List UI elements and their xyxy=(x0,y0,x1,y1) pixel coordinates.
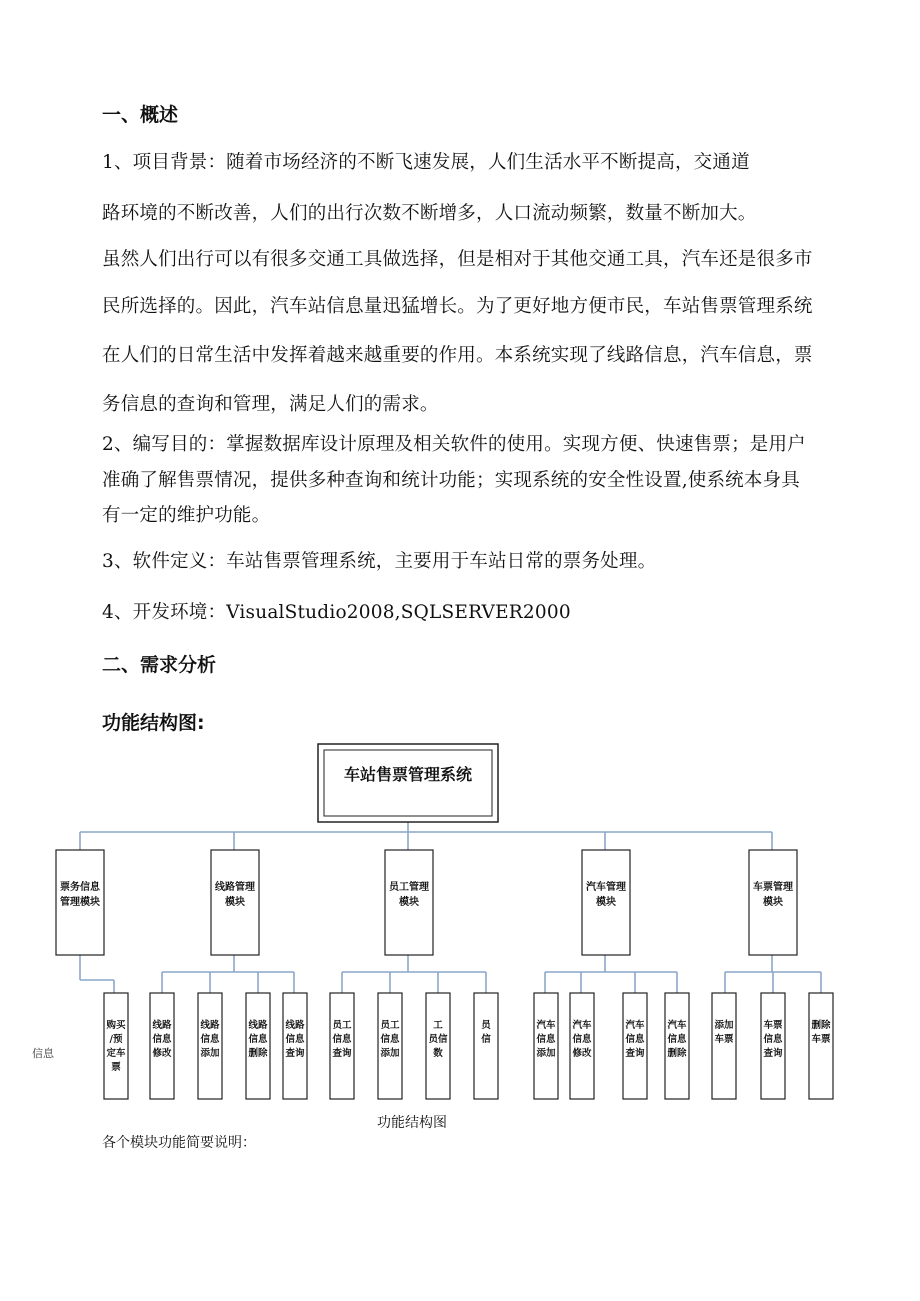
function-node-label: 信息 xyxy=(667,1034,687,1045)
function-node-label: 信息 xyxy=(248,1034,268,1045)
function-node-label: 信息 xyxy=(625,1034,645,1045)
function-node-label: 修改 xyxy=(572,1048,592,1059)
function-node-label: 删除 xyxy=(811,1020,831,1031)
module-node-label: 车票管理 xyxy=(753,882,793,893)
function-node-label: 员工 xyxy=(380,1020,400,1031)
module-node-label: 模块 xyxy=(763,897,783,908)
paragraph-line: 1、项目背景：随着市场经济的不断飞速发展，人们生活水平不断提高，交通道 xyxy=(102,152,750,173)
module-node-label: 汽车管理 xyxy=(586,882,626,893)
paragraph-line: 在人们的日常生活中发挥着越来越重要的作用。本系统实现了线路信息，汽车信息，票 xyxy=(102,345,813,366)
function-node-label: 添加 xyxy=(380,1048,400,1059)
function-node-label: 信息 xyxy=(380,1034,400,1045)
function-node xyxy=(150,993,174,1099)
module-node xyxy=(211,850,259,955)
paragraph-line: 4、开发环境：VisualStudio2008,SQLSERVER2000 xyxy=(102,602,571,623)
root-node-label: 车站售票管理系统 xyxy=(343,765,473,784)
paragraph-line: 3、软件定义：车站售票管理系统，主要用于车站日常的票务处理。 xyxy=(102,551,657,572)
function-node-label: 信 xyxy=(481,1034,491,1045)
paragraph-line: 民所选择的。因此，汽车站信息量迅猛增长。为了更好地方便市民，车站售票管理系统 xyxy=(102,296,813,317)
module-node xyxy=(749,850,797,955)
function-node-label: 添加 xyxy=(536,1048,556,1059)
diagram-caption: 功能结构图 xyxy=(377,1115,447,1131)
paragraph-line: 准确了解售票情况，提供多种查询和统计功能；实现系统的安全性设置,使系统本身具 xyxy=(102,470,800,491)
paragraph-line: 虽然人们出行可以有很多交通工具做选择，但是相对于其他交通工具，汽车还是很多市 xyxy=(102,249,813,270)
module-node xyxy=(56,850,104,955)
overview-heading: 一、概述 xyxy=(102,104,179,126)
paragraph-line: 有一定的维护功能。 xyxy=(102,505,271,526)
module-node xyxy=(582,850,630,955)
paragraph-line: 路环境的不断改善，人们的出行次数不断增多，人口流动频繁，数量不断加大。 xyxy=(102,203,757,224)
function-node-label: 信息 xyxy=(200,1034,220,1045)
function-node-label: 员工 xyxy=(332,1020,352,1031)
function-node xyxy=(246,993,270,1099)
function-node-label: 添加 xyxy=(200,1048,220,1059)
function-node xyxy=(534,993,558,1099)
function-node-label: 购买 xyxy=(106,1020,126,1031)
function-node-label: 工 xyxy=(433,1020,443,1031)
function-node-label: 员 xyxy=(481,1020,491,1031)
function-node-label: 票 xyxy=(111,1062,121,1073)
function-node-label: 信息 xyxy=(285,1034,305,1045)
function-node-label: 线路 xyxy=(152,1020,172,1031)
module-node xyxy=(385,850,433,955)
function-node-label: 汽车 xyxy=(572,1020,592,1031)
function-node-label: 查询 xyxy=(625,1048,645,1059)
module-node-label: 模块 xyxy=(596,897,616,908)
function-node xyxy=(426,993,450,1099)
paragraph-line: 务信息的查询和管理，满足人们的需求。 xyxy=(102,394,439,415)
module-node-label: 模块 xyxy=(399,897,419,908)
module-node-label: 票务信息 xyxy=(60,882,100,893)
function-node-label: 车票 xyxy=(714,1034,734,1045)
function-node-label: 删除 xyxy=(248,1048,268,1059)
function-node-label: 信息 xyxy=(332,1034,352,1045)
function-node-label: 信息 xyxy=(536,1034,556,1045)
function-node-label: 线路 xyxy=(285,1020,305,1031)
function-node xyxy=(712,993,736,1099)
function-node-label: 员信 xyxy=(428,1034,448,1045)
function-node xyxy=(665,993,689,1099)
function-node-label: 线路 xyxy=(200,1020,220,1031)
function-node-label: 添加 xyxy=(714,1020,734,1031)
function-node xyxy=(330,993,354,1099)
structure-heading: 功能结构图: xyxy=(102,712,205,734)
function-node-label: 车票 xyxy=(763,1020,783,1031)
function-node-label: 汽车 xyxy=(625,1020,645,1031)
function-node xyxy=(378,993,402,1099)
root-node xyxy=(318,744,498,822)
function-node-label: 车票 xyxy=(811,1034,831,1045)
function-node-label: 查询 xyxy=(332,1048,352,1059)
module-node-label: 模块 xyxy=(225,897,245,908)
function-node-label: 线路 xyxy=(248,1020,268,1031)
module-node-label: 线路管理 xyxy=(215,882,255,893)
function-node xyxy=(474,993,498,1099)
function-node xyxy=(623,993,647,1099)
function-node-label: 修改 xyxy=(152,1048,172,1059)
function-node-label: 信息 xyxy=(763,1034,783,1045)
function-node xyxy=(809,993,833,1099)
function-node-label: /预 xyxy=(109,1034,123,1045)
function-node xyxy=(570,993,594,1099)
analysis-heading: 二、需求分析 xyxy=(102,654,217,676)
module-node-label: 管理模块 xyxy=(60,897,100,908)
module-node-label: 员工管理 xyxy=(389,882,429,893)
function-node-label: 汽车 xyxy=(536,1020,556,1031)
function-node-label: 查询 xyxy=(285,1048,305,1059)
function-node xyxy=(761,993,785,1099)
function-node xyxy=(104,993,128,1099)
connector-lines xyxy=(80,822,821,993)
side-label: 信息 xyxy=(32,1047,54,1060)
paragraph-line: 2、编写目的：掌握数据库设计原理及相关软件的使用。实现方便、快速售票；是用户 xyxy=(102,434,806,455)
function-node-label: 信息 xyxy=(152,1034,172,1045)
function-node-label: 数 xyxy=(433,1048,443,1059)
function-node-label: 删除 xyxy=(667,1048,687,1059)
function-node-label: 信息 xyxy=(572,1034,592,1045)
function-node-label: 汽车 xyxy=(667,1020,687,1031)
function-node xyxy=(198,993,222,1099)
modules-note: 各个模块功能简要说明： xyxy=(102,1135,256,1151)
function-node-label: 查询 xyxy=(763,1048,783,1059)
function-node xyxy=(283,993,307,1099)
function-node-label: 定车 xyxy=(106,1048,126,1059)
